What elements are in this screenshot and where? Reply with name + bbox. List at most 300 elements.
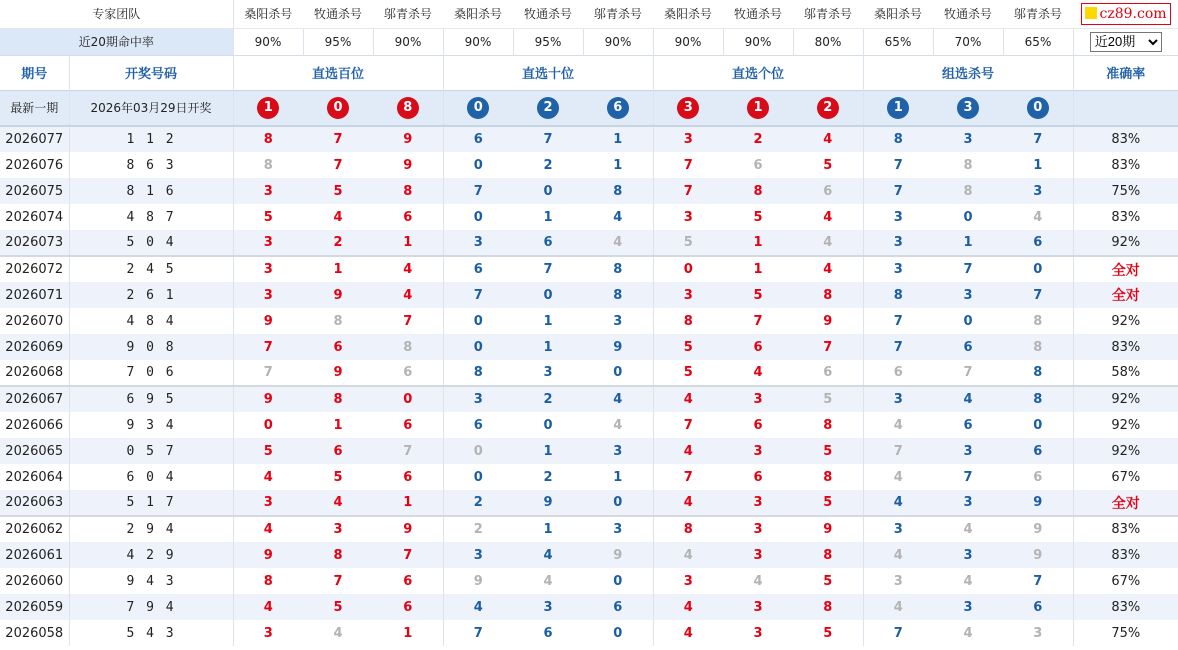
kill-number: 7	[653, 152, 723, 178]
latest-kill-ball: 0	[1027, 97, 1049, 119]
kill-number: 8	[1033, 313, 1043, 329]
kill-number: 3	[863, 230, 933, 256]
kill-number: 5	[793, 386, 863, 412]
kill-number: 5	[653, 230, 723, 256]
category-header-row	[0, 55, 1178, 90]
kill-number: 5	[233, 204, 303, 230]
accuracy-value: 75%	[1073, 178, 1178, 204]
table-row	[0, 256, 1178, 282]
kill-number: 3	[1003, 178, 1073, 204]
kill-number: 1	[373, 490, 443, 516]
kill-number: 3	[933, 542, 1003, 568]
issue-col-header: 期号	[0, 55, 69, 90]
kill-number: 1	[513, 438, 583, 464]
kill-number: 3	[723, 516, 793, 542]
kill-number: 6	[373, 594, 443, 620]
kill-number: 7	[403, 313, 413, 329]
kill-number: 0	[613, 365, 623, 380]
kill-number: 0	[443, 152, 513, 178]
accuracy-value: 83%	[1073, 334, 1178, 360]
kill-number: 7	[963, 365, 973, 380]
kill-number: 2	[443, 490, 513, 516]
kill-number: 3	[933, 438, 1003, 464]
draw-numbers: 2 4 5	[69, 256, 233, 282]
kill-number: 8	[653, 516, 723, 542]
kill-number: 3	[513, 594, 583, 620]
latest-kill-ball: 2	[817, 97, 839, 119]
hit-rate-label: 近20期命中率	[0, 28, 233, 55]
kill-number: 4	[863, 490, 933, 516]
kill-number: 5	[823, 157, 833, 173]
kill-number: 1	[403, 625, 413, 641]
hit-rate: 90%	[233, 28, 303, 55]
latest-issue-row	[0, 90, 1178, 126]
kill-number: 6	[513, 230, 583, 256]
kill-number: 8	[583, 282, 653, 308]
kill-number: 7	[443, 620, 513, 646]
kill-number: 9	[513, 490, 583, 516]
issue-number: 2026058	[5, 625, 64, 641]
kill-number: 3	[653, 126, 723, 152]
kill-number: 7	[333, 573, 343, 589]
hit-rate: 90%	[653, 28, 723, 55]
kill-number: 9	[333, 365, 343, 380]
expert-name: 桑阳杀号	[233, 0, 303, 28]
kill-number: 9	[233, 308, 303, 334]
kill-number: 7	[653, 412, 723, 438]
draw-numbers: 2 9 4	[69, 516, 233, 542]
kill-number: 7	[753, 313, 763, 329]
accuracy-value: 92%	[1073, 308, 1178, 334]
issue-number: 2026069	[0, 334, 69, 360]
expert-name: 邬青杀号	[583, 0, 653, 28]
table-row	[0, 438, 1178, 464]
kill-number: 4	[613, 209, 623, 225]
draw-numbers: 2 6 1	[69, 282, 233, 308]
kill-number: 3	[933, 594, 1003, 620]
kill-number: 0	[443, 438, 513, 464]
kill-number: 3	[233, 620, 303, 646]
kill-number: 9	[823, 313, 833, 329]
kill-number: 3	[863, 568, 933, 594]
kill-number: 3	[303, 516, 373, 542]
kill-number: 7	[443, 282, 513, 308]
kill-number: 4	[863, 594, 933, 620]
kill-number: 4	[1033, 209, 1043, 225]
kill-number: 7	[1033, 573, 1043, 589]
latest-kill-ball: 0	[467, 97, 489, 119]
latest-kill-ball: 6	[607, 97, 629, 119]
kill-number: 3	[933, 126, 1003, 152]
kill-number: 8	[793, 542, 863, 568]
kill-number: 7	[233, 360, 303, 386]
latest-accuracy	[1073, 90, 1178, 126]
kill-number: 8	[653, 308, 723, 334]
draw-numbers: 8 6 3	[69, 152, 233, 178]
expert-team-label: 专家团队	[0, 0, 233, 28]
hit-rate: 95%	[303, 28, 373, 55]
kill-number: 6	[793, 178, 863, 204]
kill-number: 0	[233, 412, 303, 438]
kill-number: 3	[723, 542, 793, 568]
table-row	[0, 282, 1178, 308]
kill-number: 6	[753, 157, 763, 173]
kill-number: 7	[653, 464, 723, 490]
draw-numbers: 9 0 8	[69, 334, 233, 360]
issue-number: 2026063	[0, 490, 69, 516]
kill-number: 7	[233, 334, 303, 360]
hit-rate: 90%	[373, 28, 443, 55]
kill-number: 4	[233, 464, 303, 490]
kill-number: 0	[443, 464, 513, 490]
latest-label: 最新一期	[0, 90, 69, 126]
kill-number: 5	[653, 334, 723, 360]
kill-number: 1	[303, 256, 373, 282]
kill-number: 3	[653, 568, 723, 594]
kill-number: 7	[793, 334, 863, 360]
kill-number: 3	[233, 230, 303, 256]
kill-number: 8	[233, 126, 303, 152]
kill-number: 6	[583, 594, 653, 620]
accuracy-col-header: 准确率	[1073, 55, 1178, 90]
kill-number: 9	[373, 516, 443, 542]
kill-number: 0	[443, 204, 513, 230]
kill-number: 9	[1003, 490, 1073, 516]
draw-numbers: 0 5 7	[69, 438, 233, 464]
latest-kill-ball: 0	[327, 97, 349, 119]
kill-number: 5	[303, 594, 373, 620]
table-row	[0, 308, 1178, 334]
accuracy-value: 67%	[1073, 568, 1178, 594]
kill-number: 8	[373, 334, 443, 360]
kill-number: 1	[373, 230, 443, 256]
expert-name: 牧通杀号	[513, 0, 583, 28]
kill-number: 1	[613, 157, 623, 173]
kill-number: 0	[543, 417, 553, 433]
table-row	[0, 386, 1178, 412]
kill-number: 9	[1003, 516, 1073, 542]
kill-number: 4	[543, 573, 553, 589]
draw-col-header: 开奖号码	[69, 55, 233, 90]
logo-cell	[1073, 0, 1178, 28]
kill-number: 0	[443, 308, 513, 334]
accuracy-value: 83%	[1073, 594, 1178, 620]
kill-number: 7	[513, 126, 583, 152]
issue-number: 2026062	[0, 516, 69, 542]
accuracy-value: 83%	[1073, 152, 1178, 178]
issue-number: 2026074	[5, 209, 64, 225]
expert-name: 牧通杀号	[303, 0, 373, 28]
kill-number: 6	[443, 126, 513, 152]
kill-number: 6	[823, 365, 833, 380]
latest-draw-date: 2026年03月29日开奖	[69, 90, 233, 126]
accuracy-value: 92%	[1073, 438, 1178, 464]
kill-number: 3	[653, 204, 723, 230]
kill-number: 2	[723, 126, 793, 152]
kill-number: 6	[403, 469, 413, 485]
kill-number: 4	[863, 412, 933, 438]
kill-number: 3	[723, 438, 793, 464]
kill-number: 4	[613, 417, 623, 433]
kill-number: 3	[863, 204, 933, 230]
hundreds-group-header: 直选百位	[233, 55, 443, 90]
latest-kill-ball: 1	[747, 97, 769, 119]
kill-number: 0	[963, 209, 973, 225]
kill-number: 8	[863, 126, 933, 152]
kill-number: 6	[963, 417, 973, 433]
issue-number: 2026071	[0, 282, 69, 308]
issue-number: 2026068	[5, 365, 64, 380]
latest-kill-ball: 1	[257, 97, 279, 119]
issue-number: 2026064	[5, 469, 64, 485]
hit-rate: 65%	[1003, 28, 1073, 55]
kill-number: 9	[793, 516, 863, 542]
kill-number: 1	[723, 230, 793, 256]
kill-number: 7	[1003, 282, 1073, 308]
hit-rate: 90%	[443, 28, 513, 55]
accuracy-value: 75%	[1073, 620, 1178, 646]
kill-number: 5	[823, 625, 833, 641]
hit-rate: 65%	[863, 28, 933, 55]
kill-number: 5	[653, 360, 723, 386]
kill-number: 4	[373, 282, 443, 308]
kill-number: 8	[303, 542, 373, 568]
accuracy-value: 92%	[1073, 412, 1178, 438]
kill-number: 3	[863, 256, 933, 282]
kill-number: 2	[303, 230, 373, 256]
kill-number: 5	[723, 282, 793, 308]
draw-numbers: 9 3 4	[69, 412, 233, 438]
kill-number: 9	[233, 542, 303, 568]
kill-number: 7	[443, 178, 513, 204]
expert-name: 桑阳杀号	[863, 0, 933, 28]
kill-number: 8	[723, 178, 793, 204]
issue-number: 2026070	[5, 313, 64, 329]
kill-number: 6	[443, 256, 513, 282]
kill-number: 4	[583, 386, 653, 412]
group-kill-header: 组选杀号	[863, 55, 1073, 90]
latest-kill-ball: 3	[957, 97, 979, 119]
kill-number: 0	[1003, 256, 1073, 282]
kill-number: 6	[403, 365, 413, 380]
kill-number: 4	[583, 230, 653, 256]
draw-numbers: 5 0 4	[69, 230, 233, 256]
kill-number: 8	[823, 417, 833, 433]
latest-kill-ball: 2	[537, 97, 559, 119]
draw-numbers: 7 0 6	[69, 360, 233, 386]
latest-kill-ball: 8	[397, 97, 419, 119]
kill-number: 8	[863, 282, 933, 308]
kill-number: 5	[793, 438, 863, 464]
draw-numbers: 5 1 7	[69, 490, 233, 516]
issue-number: 2026059	[0, 594, 69, 620]
kill-number: 6	[1003, 230, 1073, 256]
issue-number: 2026065	[0, 438, 69, 464]
table-row	[0, 464, 1178, 490]
kill-number: 0	[1033, 417, 1043, 433]
issue-number: 2026077	[0, 126, 69, 152]
kill-number: 8	[933, 178, 1003, 204]
expert-name: 邬青杀号	[793, 0, 863, 28]
table-row	[0, 620, 1178, 646]
kill-number: 3	[933, 490, 1003, 516]
kill-number: 0	[443, 334, 513, 360]
kill-number: 4	[233, 594, 303, 620]
kill-number: 7	[863, 620, 933, 646]
kill-number: 8	[443, 360, 513, 386]
kill-number: 0	[583, 490, 653, 516]
kill-number: 9	[583, 334, 653, 360]
kill-number: 9	[373, 126, 443, 152]
kill-number: 3	[863, 386, 933, 412]
draw-numbers: 4 8 7	[69, 204, 233, 230]
kill-number: 3	[723, 386, 793, 412]
logo-square-icon	[1085, 7, 1097, 19]
accuracy-value: 83%	[1073, 516, 1178, 542]
kill-number: 4	[933, 516, 1003, 542]
table-row	[0, 516, 1178, 542]
kill-number: 4	[653, 542, 723, 568]
accuracy-value: 92%	[1073, 386, 1178, 412]
kill-number: 0	[963, 313, 973, 329]
draw-numbers: 9 4 3	[69, 568, 233, 594]
hit-rate: 90%	[583, 28, 653, 55]
kill-number: 3	[613, 313, 623, 329]
kill-number: 7	[933, 256, 1003, 282]
kill-number: 8	[583, 178, 653, 204]
kill-number: 9	[583, 542, 653, 568]
issue-number: 2026067	[0, 386, 69, 412]
kill-number: 4	[863, 464, 933, 490]
kill-number: 3	[583, 438, 653, 464]
kill-number: 6	[753, 469, 763, 485]
kill-number: 1	[543, 209, 553, 225]
history-rows	[0, 126, 1178, 646]
kill-number: 3	[443, 386, 513, 412]
kill-number: 9	[1003, 542, 1073, 568]
kill-number: 4	[863, 542, 933, 568]
kill-number: 8	[333, 313, 343, 329]
kill-number: 1	[723, 256, 793, 282]
table-row	[0, 568, 1178, 594]
table-row	[0, 204, 1178, 230]
kill-number: 7	[373, 438, 443, 464]
kill-number: 1	[1033, 157, 1043, 173]
kill-number: 8	[233, 568, 303, 594]
site-logo-text: cz89.com	[1099, 5, 1167, 22]
units-group-header: 直选个位	[653, 55, 863, 90]
kill-number: 9	[443, 568, 513, 594]
table-row	[0, 412, 1178, 438]
kill-number: 6	[303, 334, 373, 360]
kill-number: 4	[653, 438, 723, 464]
kill-number: 8	[1003, 334, 1073, 360]
kill-number: 8	[963, 157, 973, 173]
kill-number: 4	[653, 490, 723, 516]
kill-number: 1	[613, 469, 623, 485]
kill-number: 8	[233, 152, 303, 178]
kill-number: 4	[753, 573, 763, 589]
issue-number: 2026072	[0, 256, 69, 282]
period-select[interactable]	[1090, 32, 1162, 52]
kill-number: 3	[233, 490, 303, 516]
kill-number: 3	[653, 282, 723, 308]
accuracy-value: 全对	[1073, 282, 1178, 308]
accuracy-value: 全对	[1073, 490, 1178, 516]
kill-number: 3	[543, 365, 553, 380]
table-row	[0, 360, 1178, 386]
hit-rate-row	[0, 28, 1178, 55]
issue-number: 2026073	[0, 230, 69, 256]
kill-number: 6	[863, 360, 933, 386]
site-logo[interactable]	[1081, 3, 1171, 25]
kill-number: 3	[753, 625, 763, 641]
kill-number: 4	[513, 542, 583, 568]
accuracy-value: 92%	[1073, 230, 1178, 256]
kill-number: 9	[233, 386, 303, 412]
kill-number: 7	[863, 334, 933, 360]
expert-name: 邬青杀号	[373, 0, 443, 28]
draw-numbers: 1 1 2	[69, 126, 233, 152]
kill-number: 8	[583, 256, 653, 282]
kill-number: 4	[303, 490, 373, 516]
expert-name: 邬青杀号	[1003, 0, 1073, 28]
kill-number: 3	[933, 282, 1003, 308]
kill-number: 3	[1033, 625, 1043, 641]
issue-number: 2026076	[5, 157, 64, 173]
kill-number: 8	[1033, 365, 1043, 380]
period-select-cell	[1073, 28, 1178, 55]
kill-number: 0	[373, 386, 443, 412]
kill-number: 8	[373, 178, 443, 204]
kill-number: 8	[303, 386, 373, 412]
kill-number: 0	[653, 256, 723, 282]
latest-kill-ball: 1	[887, 97, 909, 119]
kill-number: 7	[863, 152, 933, 178]
kill-number: 6	[543, 625, 553, 641]
issue-number: 2026075	[0, 178, 69, 204]
kill-number: 3	[723, 490, 793, 516]
kill-number: 4	[333, 625, 343, 641]
hit-rate: 80%	[793, 28, 863, 55]
kill-number: 1	[543, 313, 553, 329]
expert-name: 牧通杀号	[933, 0, 1003, 28]
kill-number: 4	[653, 594, 723, 620]
latest-kill-ball: 3	[677, 97, 699, 119]
kill-number: 6	[753, 417, 763, 433]
kill-number: 3	[443, 230, 513, 256]
kill-number: 8	[793, 282, 863, 308]
kill-number: 7	[1003, 126, 1073, 152]
kill-number: 4	[333, 209, 343, 225]
kill-number: 3	[863, 516, 933, 542]
expert-name: 桑阳杀号	[653, 0, 723, 28]
kill-number: 1	[333, 417, 343, 433]
kill-number: 7	[373, 542, 443, 568]
table-row	[0, 594, 1178, 620]
kill-number: 2	[543, 469, 553, 485]
issue-number: 2026066	[5, 417, 64, 433]
kill-number: 4	[443, 594, 513, 620]
kill-number: 4	[653, 620, 723, 646]
kill-number: 7	[863, 178, 933, 204]
kill-number: 1	[583, 126, 653, 152]
kill-number: 6	[1003, 594, 1073, 620]
expert-header-row	[0, 0, 1178, 28]
kill-number: 1	[513, 516, 583, 542]
expert-name: 桑阳杀号	[443, 0, 513, 28]
accuracy-value: 83%	[1073, 204, 1178, 230]
